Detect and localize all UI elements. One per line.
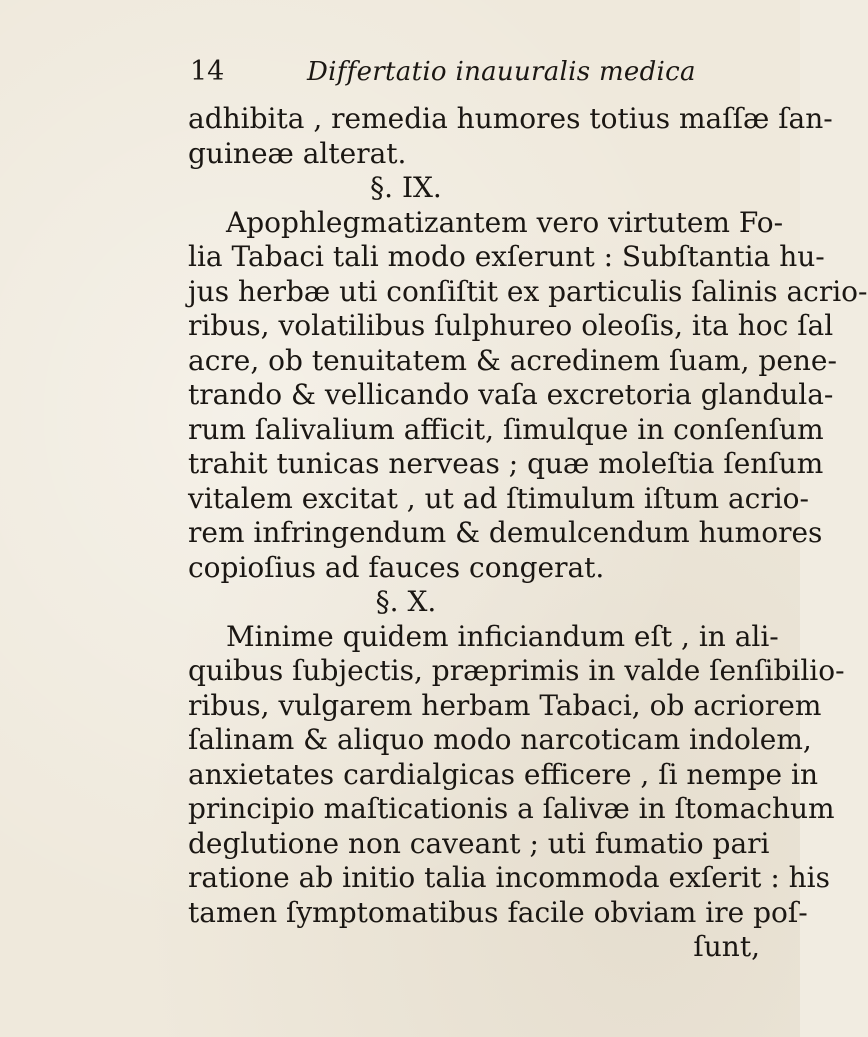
text-line: copioſius ad fauces congerat. bbox=[188, 550, 605, 584]
text-line: ribus, vulgarem herbam Tabaci, ob acriorem bbox=[188, 688, 822, 722]
text-line: trando & vellicando vaſa excretoria glandula- bbox=[188, 378, 834, 411]
text-line: ribus, volatilibus ſulphureo oleoſis, ita hoc ſal bbox=[188, 309, 834, 342]
text-line: vitalem excitat , ut ad ſtimulum iſtum acrio- bbox=[188, 481, 809, 515]
text-line: jus herbæ uti conſiſtit ex particulis ſalinis acrio- bbox=[188, 274, 868, 308]
text-line: trahit tunicas nerveas ; quæ moleſtia ſenſum bbox=[188, 447, 824, 480]
section-heading: §. X. bbox=[375, 585, 437, 618]
text-line: ratione ab initio talia incommoda exſerit : his bbox=[188, 861, 831, 894]
page-number: 14 bbox=[190, 56, 225, 87]
text-line: rem infringendum & demulcendum humores bbox=[188, 516, 823, 549]
text-line: anxietates cardialgicas efficere , ſi nempe in bbox=[188, 757, 818, 791]
running-title: Differtatio inauuralis medica bbox=[307, 57, 696, 87]
text-line: acre, ob tenuitatem & acredinem ſuam, pene- bbox=[188, 343, 837, 377]
text-line: quibus ſubjectis, præprimis in valde ſenſibilio- bbox=[188, 654, 845, 687]
section-heading: §. IX. bbox=[370, 171, 442, 204]
text-line: rum ſalivalium afficit, ſimulque in conſenſum bbox=[188, 412, 824, 446]
page-header bbox=[190, 52, 750, 92]
text-line: deglutione non caveant ; uti fumatio pari bbox=[188, 826, 770, 860]
text-line: lia Tabaci tali modo exſerunt : Subſtantia hu- bbox=[188, 240, 825, 273]
text-line: guineæ alterat. bbox=[188, 136, 407, 170]
text-line: Apophlegmatizantem vero virtutem Fo- bbox=[226, 205, 784, 239]
body-text bbox=[188, 102, 868, 965]
text-line: ſalinam & aliquo modo narcoticam indolem, bbox=[188, 723, 812, 756]
text-line: tamen ſymptomatibus facile obviam ire poſ- bbox=[188, 895, 808, 929]
catchword: ſunt, bbox=[693, 930, 760, 963]
text-line: principio maſticationis a ſalivæ in ſtomachum bbox=[188, 792, 835, 825]
text-line: Minime quidem inficiandum eſt , in ali- bbox=[226, 619, 779, 653]
text-line: adhibita , remedia humores totius maſſæ ſan- bbox=[188, 102, 833, 135]
